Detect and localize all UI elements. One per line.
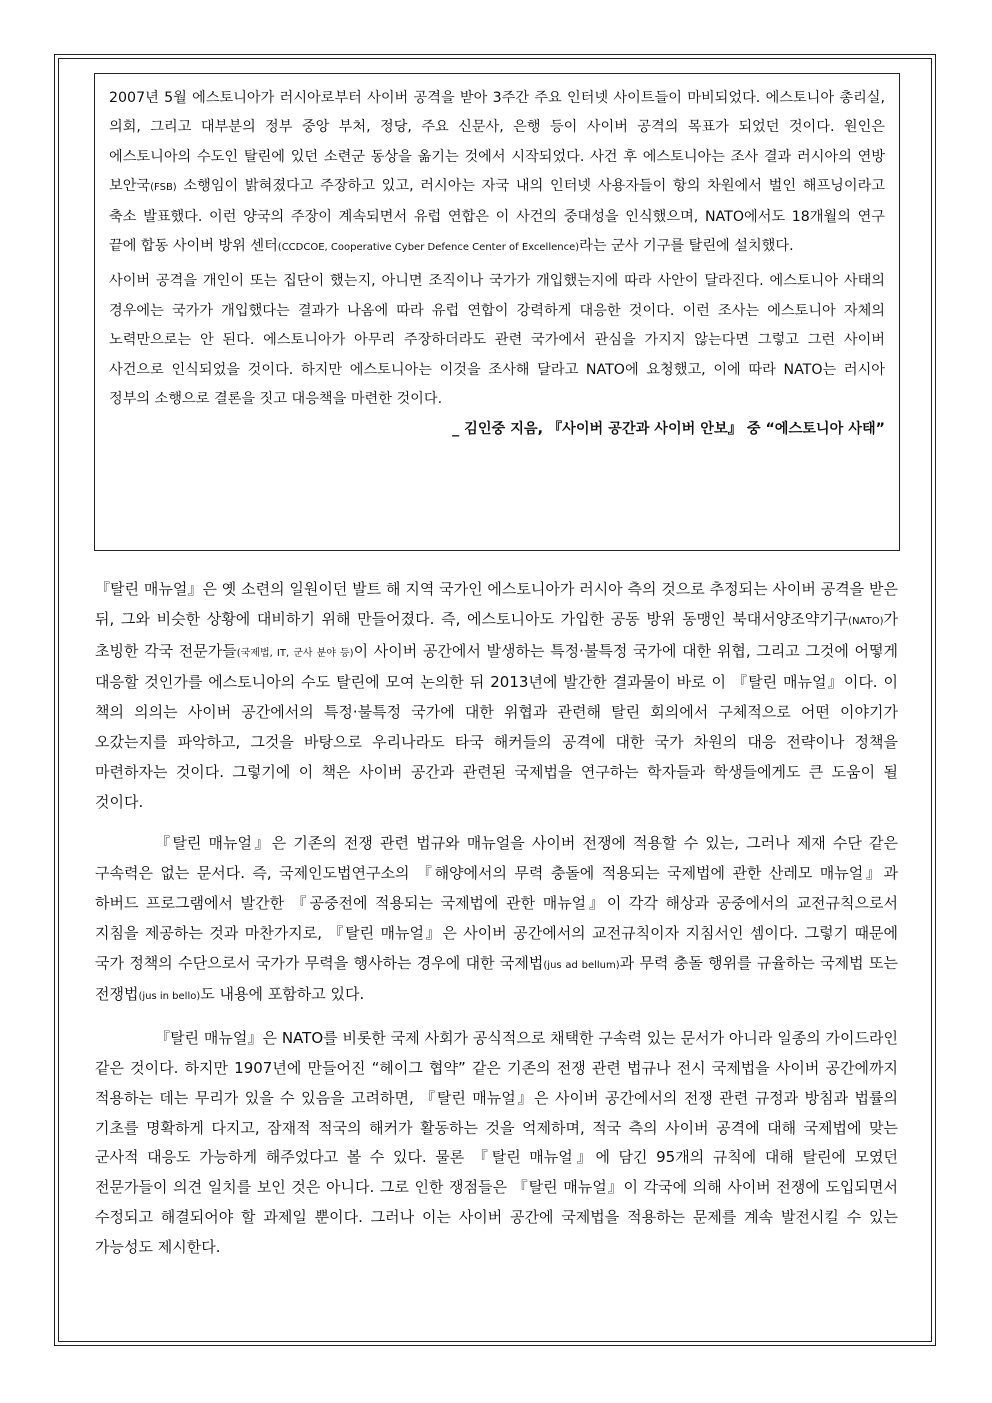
quote-paragraph-1: 2007년 5월 에스토니아가 러시아로부터 사이버 공격을 받아 3주간 주요 인터넷 사이트들이 마비되었다. 에스토니아 총리실, 의회, 그리고 대부분의 정부 중앙 부처, 정당, 주요 신문사, 은행 등이 사이버 공격의 목표가 되었던 것이다. 원인은 에스토니아의 수도인 탈린에 있던 소련군 동상을 옮기는 것에서 시작되었다. 사건 후 에스토니아는 조사 결과 러시아의 연방 보안국(FSB) 소행임이 밝혀졌다고 주장하고 있고, 러시아는 자국 내의 인터넷 사용자들이 항의 차원에서 벌인 해프닝이라고 축소 발표했다. 이런 양국의 주장이 계속되면서 유럽 연합은 이 사건의 중대성을 인식했으며, NATO에서도 18개월의 연구 끝에 합동 사이버 방위 센터(CCDCOE, Cooperative Cyber Defence Center of Excellence)라는 군사 기구를 탈린에 설치했다.	[109, 90, 885, 255]
jus-ad-bellum-note: (jus ad bellum)	[543, 959, 620, 971]
jus-in-bello-note: (jus in bello)	[138, 991, 201, 1003]
nato-note: (NATO)	[848, 615, 884, 627]
main-text	[95, 575, 898, 1263]
experts-note: (국제법, IT, 군사 분야 등)	[236, 647, 354, 659]
ccdcoe-note: (CCDCOE, Cooperative Cyber Defence Center of Excellence)	[277, 242, 580, 254]
quote-box	[94, 73, 900, 551]
body-paragraph-2: 『탈린 매뉴얼』은 기존의 전쟁 관련 법규와 매뉴얼을 사이버 전쟁에 적용할 수 있는, 그러나 제재 수단 같은 구속력은 없는 문서다. 즉, 국제인도법연구소의 『해양에서의 무력 충돌에 적용되는 국제법에 관한 산레모 매뉴얼』과 하버드 프로그램에서 발간한 『공중전에 적용되는 국제법에 관한 매뉴얼』이 각각 해상과 공중에서의 교전규칙으로서 지침을 제공하는 것과 마찬가지로, 『탈린 매뉴얼』은 사이버 공간에서의 교전규칙이자 지침서인 셈이다. 그렇기 때문에 국가 정책의 수단으로서 국가가 무력을 행사하는 경우에 대한 국제법(jus ad bellum)과 무력 충돌 행위를 규율하는 국제법 또는 전쟁법(jus in bello)도 내용에 포함하고 있다.	[95, 834, 898, 1004]
quote-source: _ 김인중 지음, 『사이버 공간과 사이버 안보』 중 “에스토니아 사태”	[452, 421, 885, 438]
fsb-note: (FSB)	[150, 182, 177, 194]
body-paragraph-3: 『탈린 매뉴얼』은 NATO를 비롯한 국제 사회가 공식적으로 채택한 구속력 있는 문서가 아니라 일종의 가이드라인 같은 것이다. 하지만 1907년에 만들어진 “헤이그 협약” 같은 기존의 전쟁 관련 법규나 전시 국제법을 사이버 공간에까지 적용하는 데는 무리가 있을 수 있음을 고려하면, 『탈린 매뉴얼』은 사이버 공간에서의 전쟁 관련 규정과 방침과 법률의 기초를 명확하게 다지고, 잠재적 적국의 해커가 활동하는 것을 억제하며, 적국 측의 사이버 공격에 대해 국제법에 맞는 군사적 대응도 가능하게 해주었다고 볼 수 있다. 물론 『탈린 매뉴얼』에 담긴 95개의 규칙에 대해 탈린에 모였던 전문가들이 의견 일치를 보인 것은 아니다. 그로 인한 쟁점들은 『탈린 매뉴얼』이 각국에 의해 사이버 전쟁에 도입되면서 수정되고 해결되어야 할 과제일 뿐이다. 그러나 이는 사이버 공간에 국제법을 적용하는 문제를 계속 발전시킬 수 있는 가능성도 제시한다.	[95, 1029, 898, 1256]
quote-paragraph-2: 사이버 공격을 개인이 또는 집단이 했는지, 아니면 조직이나 국가가 개입했는지에 따라 사안이 달라진다. 에스토니아 사태의 경우에는 국가가 개입했다는 결과가 나옴에 따라 유럽 연합이 강력하게 대응한 것이다. 이런 조사는 에스토니아 자체의 노력만으로는 안 된다. 에스토니아가 아무리 주장하더라도 관련 국가에서 관심을 가지지 않는다면 그렇고 그런 사이버 사건으로 인식되었을 것이다. 하지만 에스토니아는 이것을 조사해 달라고 NATO에 요청했고, 이에 따라 NATO는 러시아 정부의 소행으로 결론을 짓고 대응책을 마련한 것이다.	[109, 273, 885, 408]
body-paragraph-1: 『탈린 매뉴얼』은 옛 소련의 일원이던 발트 해 지역 국가인 에스토니아가 러시아 측의 것으로 추정되는 사이버 공격을 받은 뒤, 그와 비슷한 상황에 대비하기 위해 만들어졌다. 즉, 에스토니아도 가입한 공동 방위 동맹인 북대서양조약기구(NATO)가 초빙한 각국 전문가들(국제법, IT, 군사 분야 등)이 사이버 공간에서 발생하는 특정·불특정 국가에 대한 위협, 그리고 그것에 어떻게 대응할 것인가를 에스토니아의 수도 탈린에 모여 논의한 뒤 2013년에 발간한 결과물이 바로 이 『탈린 매뉴얼』이다. 이 책의 의의는 사이버 공간에서의 특정·불특정 국가에 대한 위협과 관련해 탈린 회의에서 구체적으로 어떤 이야기가 오갔는지를 파악하고, 그것을 바탕으로 우리나라도 타국 해커들의 공격에 대한 국가 차원의 대응 전략이나 정책을 마련하자는 것이다. 그렇기에 이 책은 사이버 공간과 관련된 국제법을 연구하는 학자들과 학생들에게도 큰 도움이 될 것이다.	[95, 580, 899, 811]
